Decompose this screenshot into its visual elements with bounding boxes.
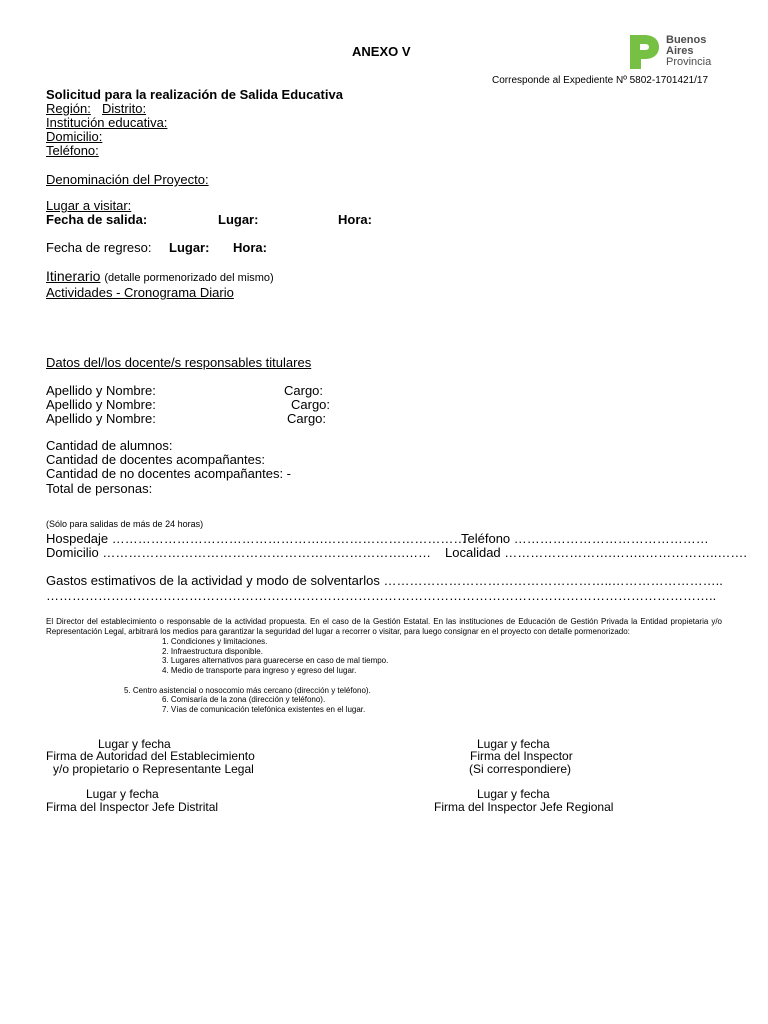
docente-cargo-label: Cargo: (287, 411, 327, 426)
signature-lugar-fecha: Lugar y fecha (477, 787, 550, 801)
hospedaje-localidad-field: Localidad …………………….……..……………..……. (445, 545, 747, 560)
signature-inspector-note: (Si correspondiere) (469, 762, 572, 776)
signature-representante: y/o propietario o Representante Legal (53, 762, 254, 776)
hospedaje-field: Hospedaje ………………………………………….…………………………… (46, 531, 467, 546)
signature-jefe-distrital: Firma del Inspector Jefe Distrital (46, 800, 219, 814)
gastos-line-2: ……………………………………………………………………………………………………………………………………….. (46, 588, 717, 603)
requirement-item: 1. Condiciones y limitaciones. (162, 637, 268, 646)
signature-inspector: Firma del Inspector (470, 749, 573, 763)
hospedaje-domicilio-field: Domicilio …………………………………………………………….…… (46, 545, 431, 560)
annex-title: ANEXO V (352, 44, 411, 59)
requirement-item: 4. Medio de transporte para ingreso y egreso del lugar. (162, 666, 357, 675)
requirement-item: 6. Comisaría de la zona (dirección y teléfono). (162, 695, 326, 704)
docente-name-label: Apellido y Nombre: (46, 397, 156, 412)
fecha-regreso-label: Fecha de regreso: (46, 240, 152, 255)
cantidad-alumnos-label: Cantidad de alumnos: (46, 438, 173, 453)
docente-name-label: Apellido y Nombre: (46, 411, 156, 426)
province-logo-icon (628, 32, 660, 72)
expediente-number: Corresponde al Expediente Nº 5802-1701421/17 (492, 75, 709, 86)
docente-cargo-label: Cargo: (291, 397, 331, 412)
hospedaje-note: (Sólo para salidas de más de 24 horas) (46, 519, 204, 529)
requirement-item: 2. Infraestructura disponible. (162, 647, 263, 656)
signature-jefe-regional: Firma del Inspector Jefe Regional (434, 800, 614, 814)
signature-lugar-fecha: Lugar y fecha (86, 787, 159, 801)
signature-lugar-fecha: Lugar y fecha (98, 737, 171, 751)
signature-autoridad: Firma de Autoridad del Establecimiento (46, 749, 255, 763)
docentes-heading: Datos del/los docente/s responsables titulares (46, 355, 312, 370)
gastos-line-1: Gastos estimativos de la actividad y modo de solventarlos ……………………………………………..…………………….. (46, 573, 723, 588)
total-personas-label: Total de personas: (46, 481, 153, 496)
logo-line-3: Provincia (666, 56, 712, 68)
lugar-regreso-label: Lugar: (169, 240, 210, 255)
logo-line-2: Aires (666, 45, 694, 57)
institucion-label: Institución educativa: (46, 115, 168, 130)
itinerario-line (46, 268, 274, 284)
docente-cargo-label: Cargo: (284, 383, 324, 398)
hospedaje-telefono-field: Teléfono ……………………………………… (461, 531, 709, 546)
actividades-label: Actividades - Cronograma Diario (46, 285, 234, 300)
requirement-item: 7. Vías de comunicación telefónica existentes en el lugar. (162, 705, 366, 714)
region-label: Región: (46, 101, 91, 116)
lugar-visitar-label: Lugar a visitar: (46, 198, 132, 213)
fecha-salida-label: Fecha de salida: (46, 212, 148, 227)
itinerario-note: (detalle pormenorizado del mismo) (104, 272, 274, 284)
domicilio-label: Domicilio: (46, 129, 103, 144)
hora-regreso-label: Hora: (233, 240, 267, 255)
itinerario-label: Itinerario (46, 268, 101, 284)
lugar-salida-label: Lugar: (218, 212, 259, 227)
distrito-label: Distrito: (102, 101, 147, 116)
hora-salida-label: Hora: (338, 212, 372, 227)
denominacion-label: Denominación del Proyecto: (46, 172, 209, 187)
form-heading: Solicitud para la realización de Salida Educativa (46, 87, 343, 102)
director-paragraph: El Director del establecimiento o responsable de la actividad propuesta. En el caso de la Gestión Estatal. En las instituciones de Educación de Gestión Privada la Entidad propietaria y/o Representación Legal, arbitrará los medios para garantizar la seguridad del lugar a recorrer o visitar, para luego consignar en el proyecto con detalle pormenorizado: (46, 617, 722, 636)
docente-name-label: Apellido y Nombre: (46, 383, 156, 398)
signature-lugar-fecha: Lugar y fecha (477, 737, 550, 751)
requirement-item: 5. Centro asistencial o nosocomio más cercano (dirección y teléfono). (124, 686, 371, 695)
requirement-item: 3. Lugares alternativos para guarecerse en caso de mal tiempo. (162, 656, 389, 665)
logo-line-1: Buenos (666, 34, 707, 46)
cantidad-no-docentes-label: Cantidad de no docentes acompañantes: - (46, 466, 292, 481)
telefono-label: Teléfono: (46, 143, 99, 158)
cantidad-docentes-label: Cantidad de docentes acompañantes: (46, 452, 265, 467)
